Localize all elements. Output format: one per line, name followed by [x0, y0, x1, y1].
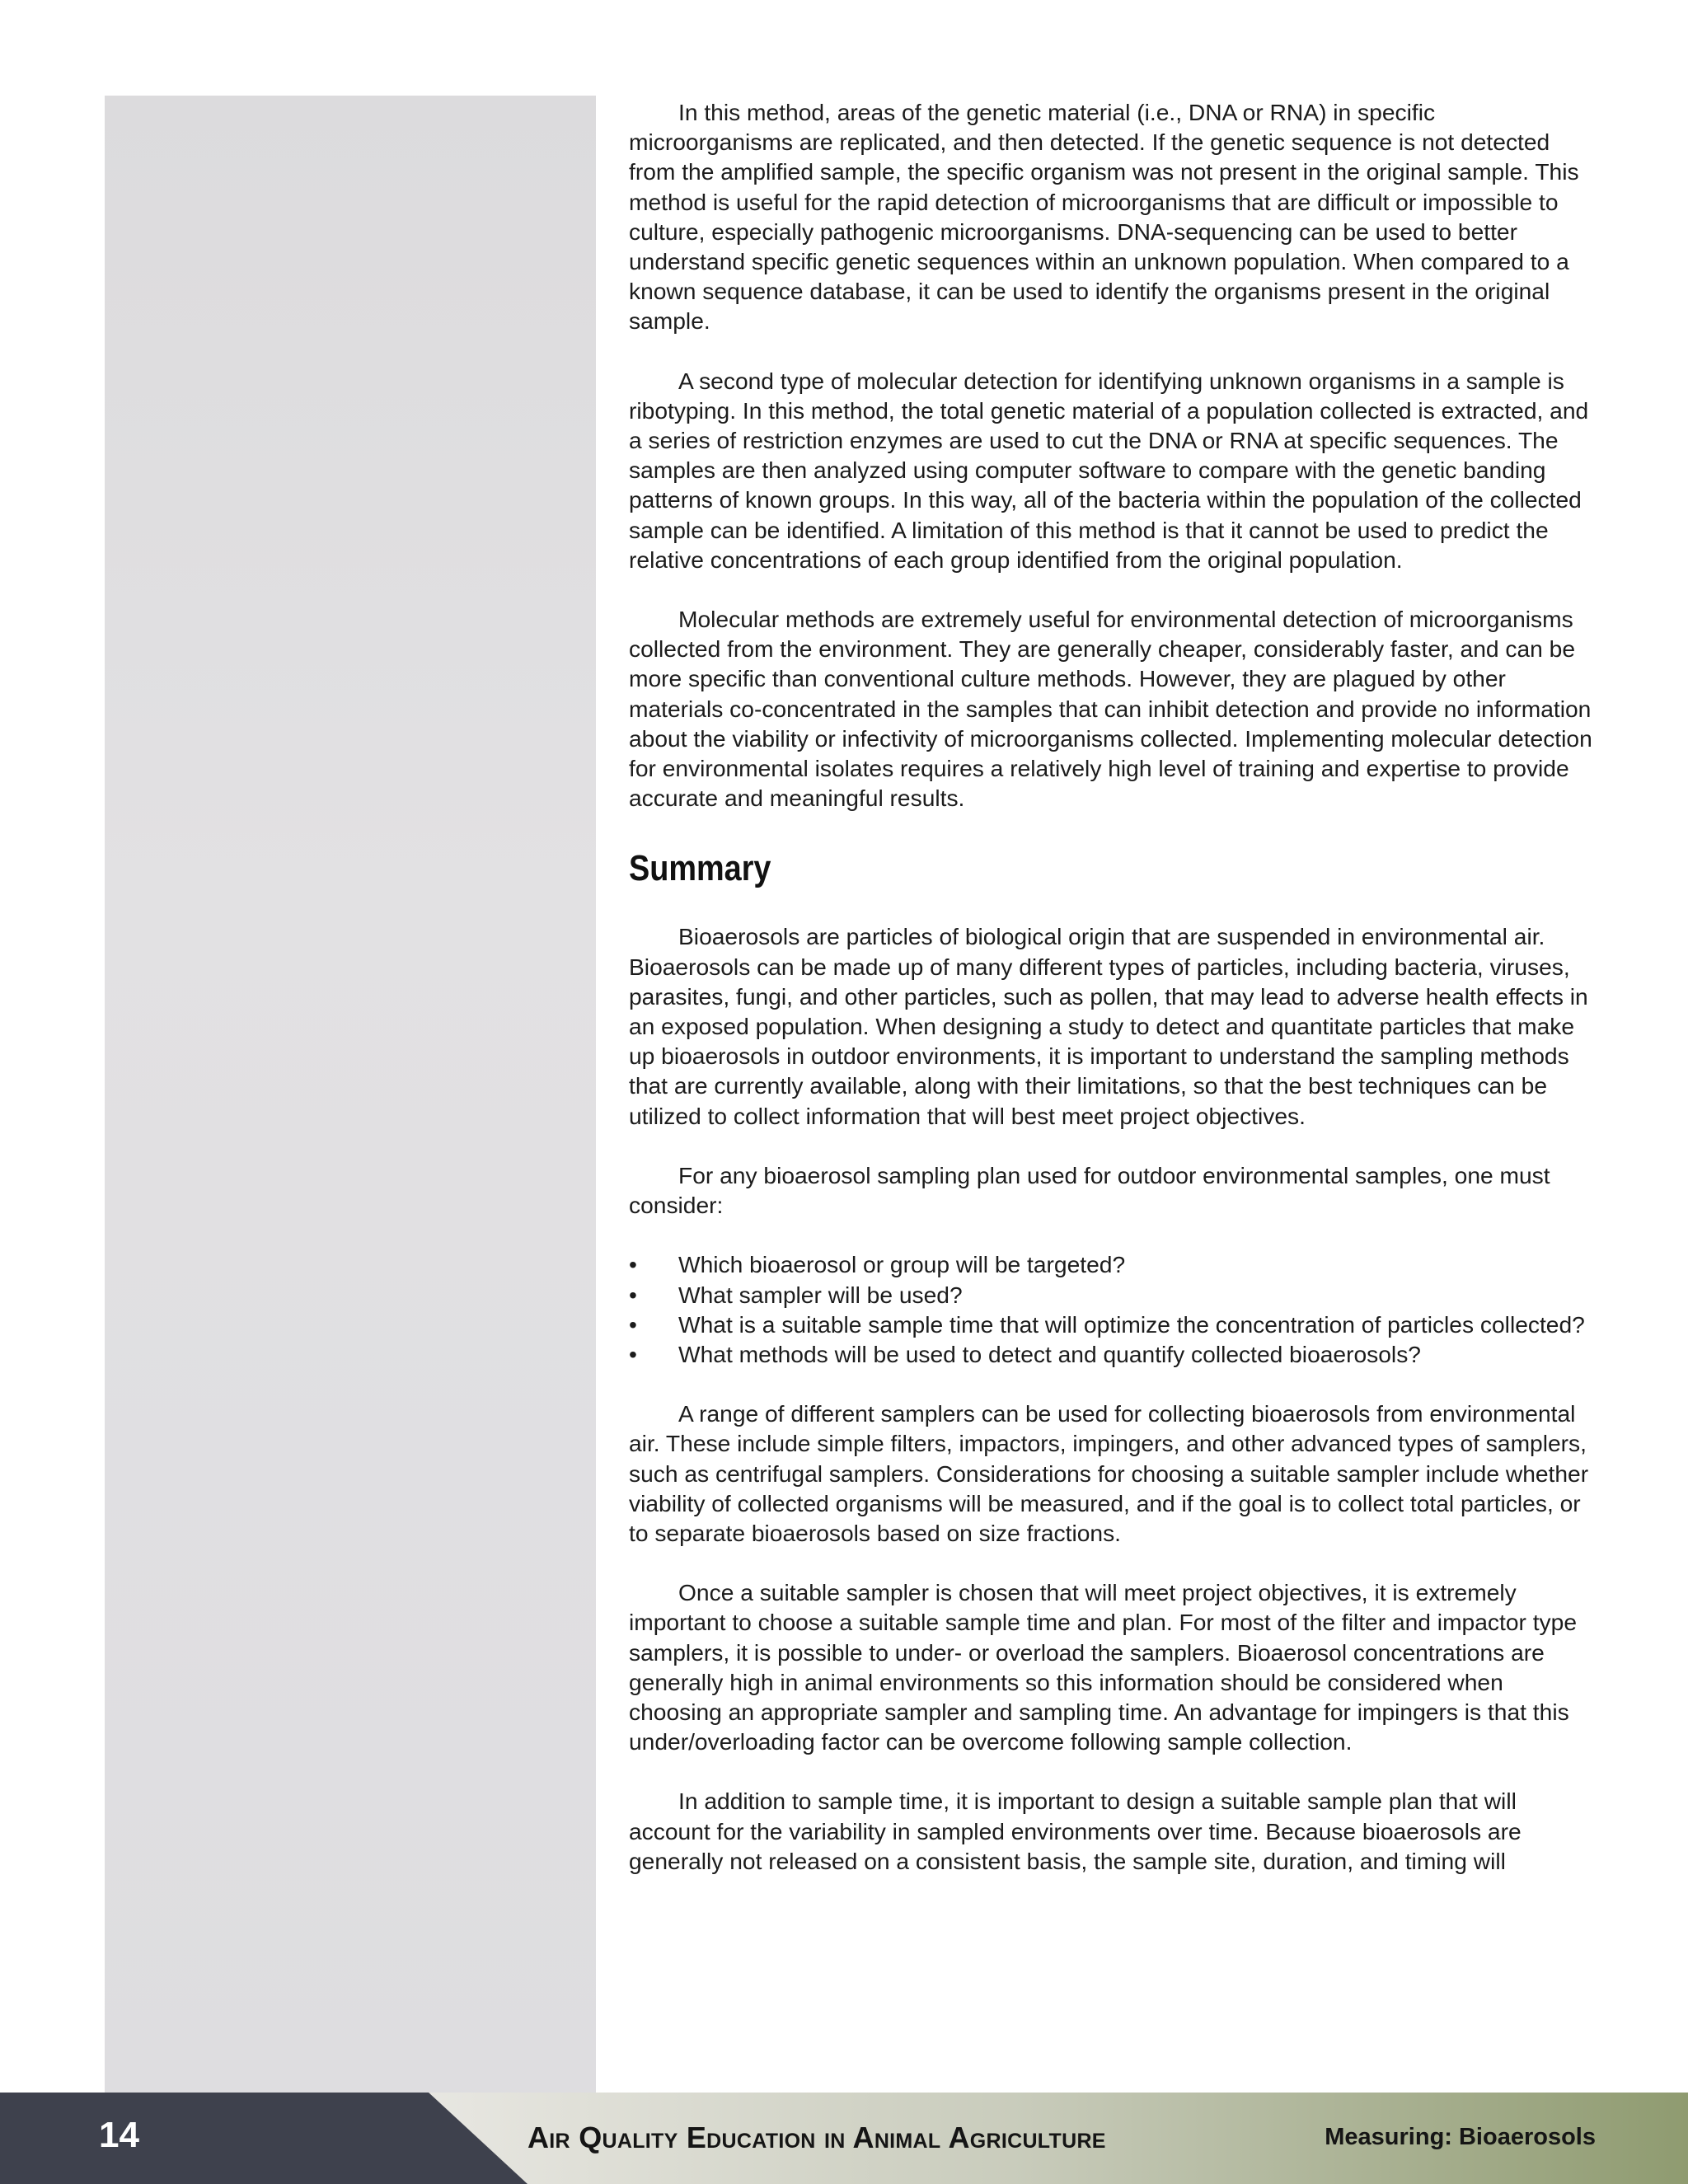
sidebar-panel — [105, 96, 596, 2093]
body-paragraph: Bioaerosols are particles of biological origin that are suspended in environmental air. Bioaerosols can be made up of many different types of particles, including bacteria, viruses, parasites, fungi, and other particles, such as pollen, that may lead to adverse health effects in an exposed population. When designing a study to detect and quantitate particles that make up bioaerosols in outdoor environments, it is important to understand the sampling methods that are currently available, along with their limitations, so that the best techniques can be utilized to collect information that will best meet project objectives. — [629, 923, 1588, 1129]
considerations-list — [629, 1249, 1593, 1369]
body-paragraph: In this method, areas of the genetic material (i.e., DNA or RNA) in specific microorganisms are replicated, and then detected. If the genetic sequence is not detected from the amplified sample, the specific organism was not present in the original sample. This method is useful for the rapid detection of microorganisms that are difficult or impossible to culture, especially pathogenic microorganisms. DNA-sequencing can be used to better understand specific genetic sequences within an unknown population. When compared to a known sequence database, it can be used to identify the organisms present in the original sample. — [629, 99, 1579, 335]
body-paragraph: A second type of molecular detection for identifying unknown organisms in a sample is ribotyping. In this method, the total genetic material of a population collected is extracted, and a series of restriction enzymes are used to cut the DNA or RNA at specific sequences. The samples are then analyzed using computer software to compare with the genetic banding patterns of known groups. In this way, all of the bacteria within the population of the collected sample can be identified. A limitation of this method is that it cannot be used to predict the relative concentrations of each group identified from the original population. — [629, 367, 1589, 573]
section-title: Measuring: Bioaerosols — [1325, 2124, 1596, 2150]
list-item-text: Which bioaerosol or group will be targeted? — [678, 1251, 1126, 1278]
body-paragraph: A range of different samplers can be used for collecting bioaerosols from environmental air. These include simple filters, impactors, impingers, and other advanced types of samplers, such as centrifugal samplers. Considerations for choosing a suitable sampler include whether viability of collected organisms will be measured, and if the goal is to collect total particles, or to separate bioaerosols based on size fractions. — [629, 1400, 1589, 1546]
body-paragraph: Molecular methods are extremely useful for environmental detection of microorganisms collected from the environment. They are generally cheaper, considerably faster, and can be more specific than conventional culture methods. However, they are plagued by other materials co-concentrated in the samples that can inhibit detection and provide no information about the viability or infectivity of microorganisms collected. Implementing molecular detection for environmental isolates requires a relatively high level of training and expertise to provide accurate and meaningful results. — [629, 606, 1592, 812]
body-paragraph: For any bioaerosol sampling plan used for outdoor environmental samples, one must consider: — [629, 1161, 1550, 1219]
main-content — [629, 97, 1593, 1905]
body-paragraph: Once a suitable sampler is chosen that will meet project objectives, it is extremely important to choose a suitable sample time and plan. For most of the filter and impactor type samplers, it is possible to under- or overload the samplers. Bioaerosol concentrations are generally high in animal environments so this information should be considered when choosing an appropriate sampler and sampling time. An advantage for impingers is that this under/overloading factor can be overcome following sample collection. — [629, 1579, 1578, 1755]
body-paragraph: In addition to sample time, it is important to design a suitable sample plan that will account for the variability in sampled environments over time. Because bioaerosols are generally not released on a consistent basis, the sample site, duration, and timing will — [629, 1788, 1522, 1874]
list-item — [629, 1310, 1593, 1339]
bullet-marker: • — [629, 1310, 637, 1338]
footer-dark-band — [0, 2093, 528, 2184]
list-item — [629, 1339, 1593, 1369]
list-item-text: What is a suitable sample time that will optimize the concentration of particles collected? — [678, 1310, 1585, 1338]
bullet-marker: • — [629, 1281, 637, 1308]
bullet-marker: • — [629, 1340, 637, 1367]
list-item-text: What methods will be used to detect and quantify collected bioaerosols? — [678, 1340, 1421, 1367]
list-item — [629, 1249, 1593, 1279]
list-item — [629, 1280, 1593, 1310]
publication-title: Air Quality Education in Animal Agriculture — [528, 2121, 1106, 2154]
bullet-marker: • — [629, 1251, 637, 1278]
list-item-text: What sampler will be used? — [678, 1281, 963, 1308]
page-number: 14 — [99, 2115, 139, 2155]
page-footer — [0, 2093, 1688, 2184]
summary-heading: Summary — [629, 848, 771, 889]
